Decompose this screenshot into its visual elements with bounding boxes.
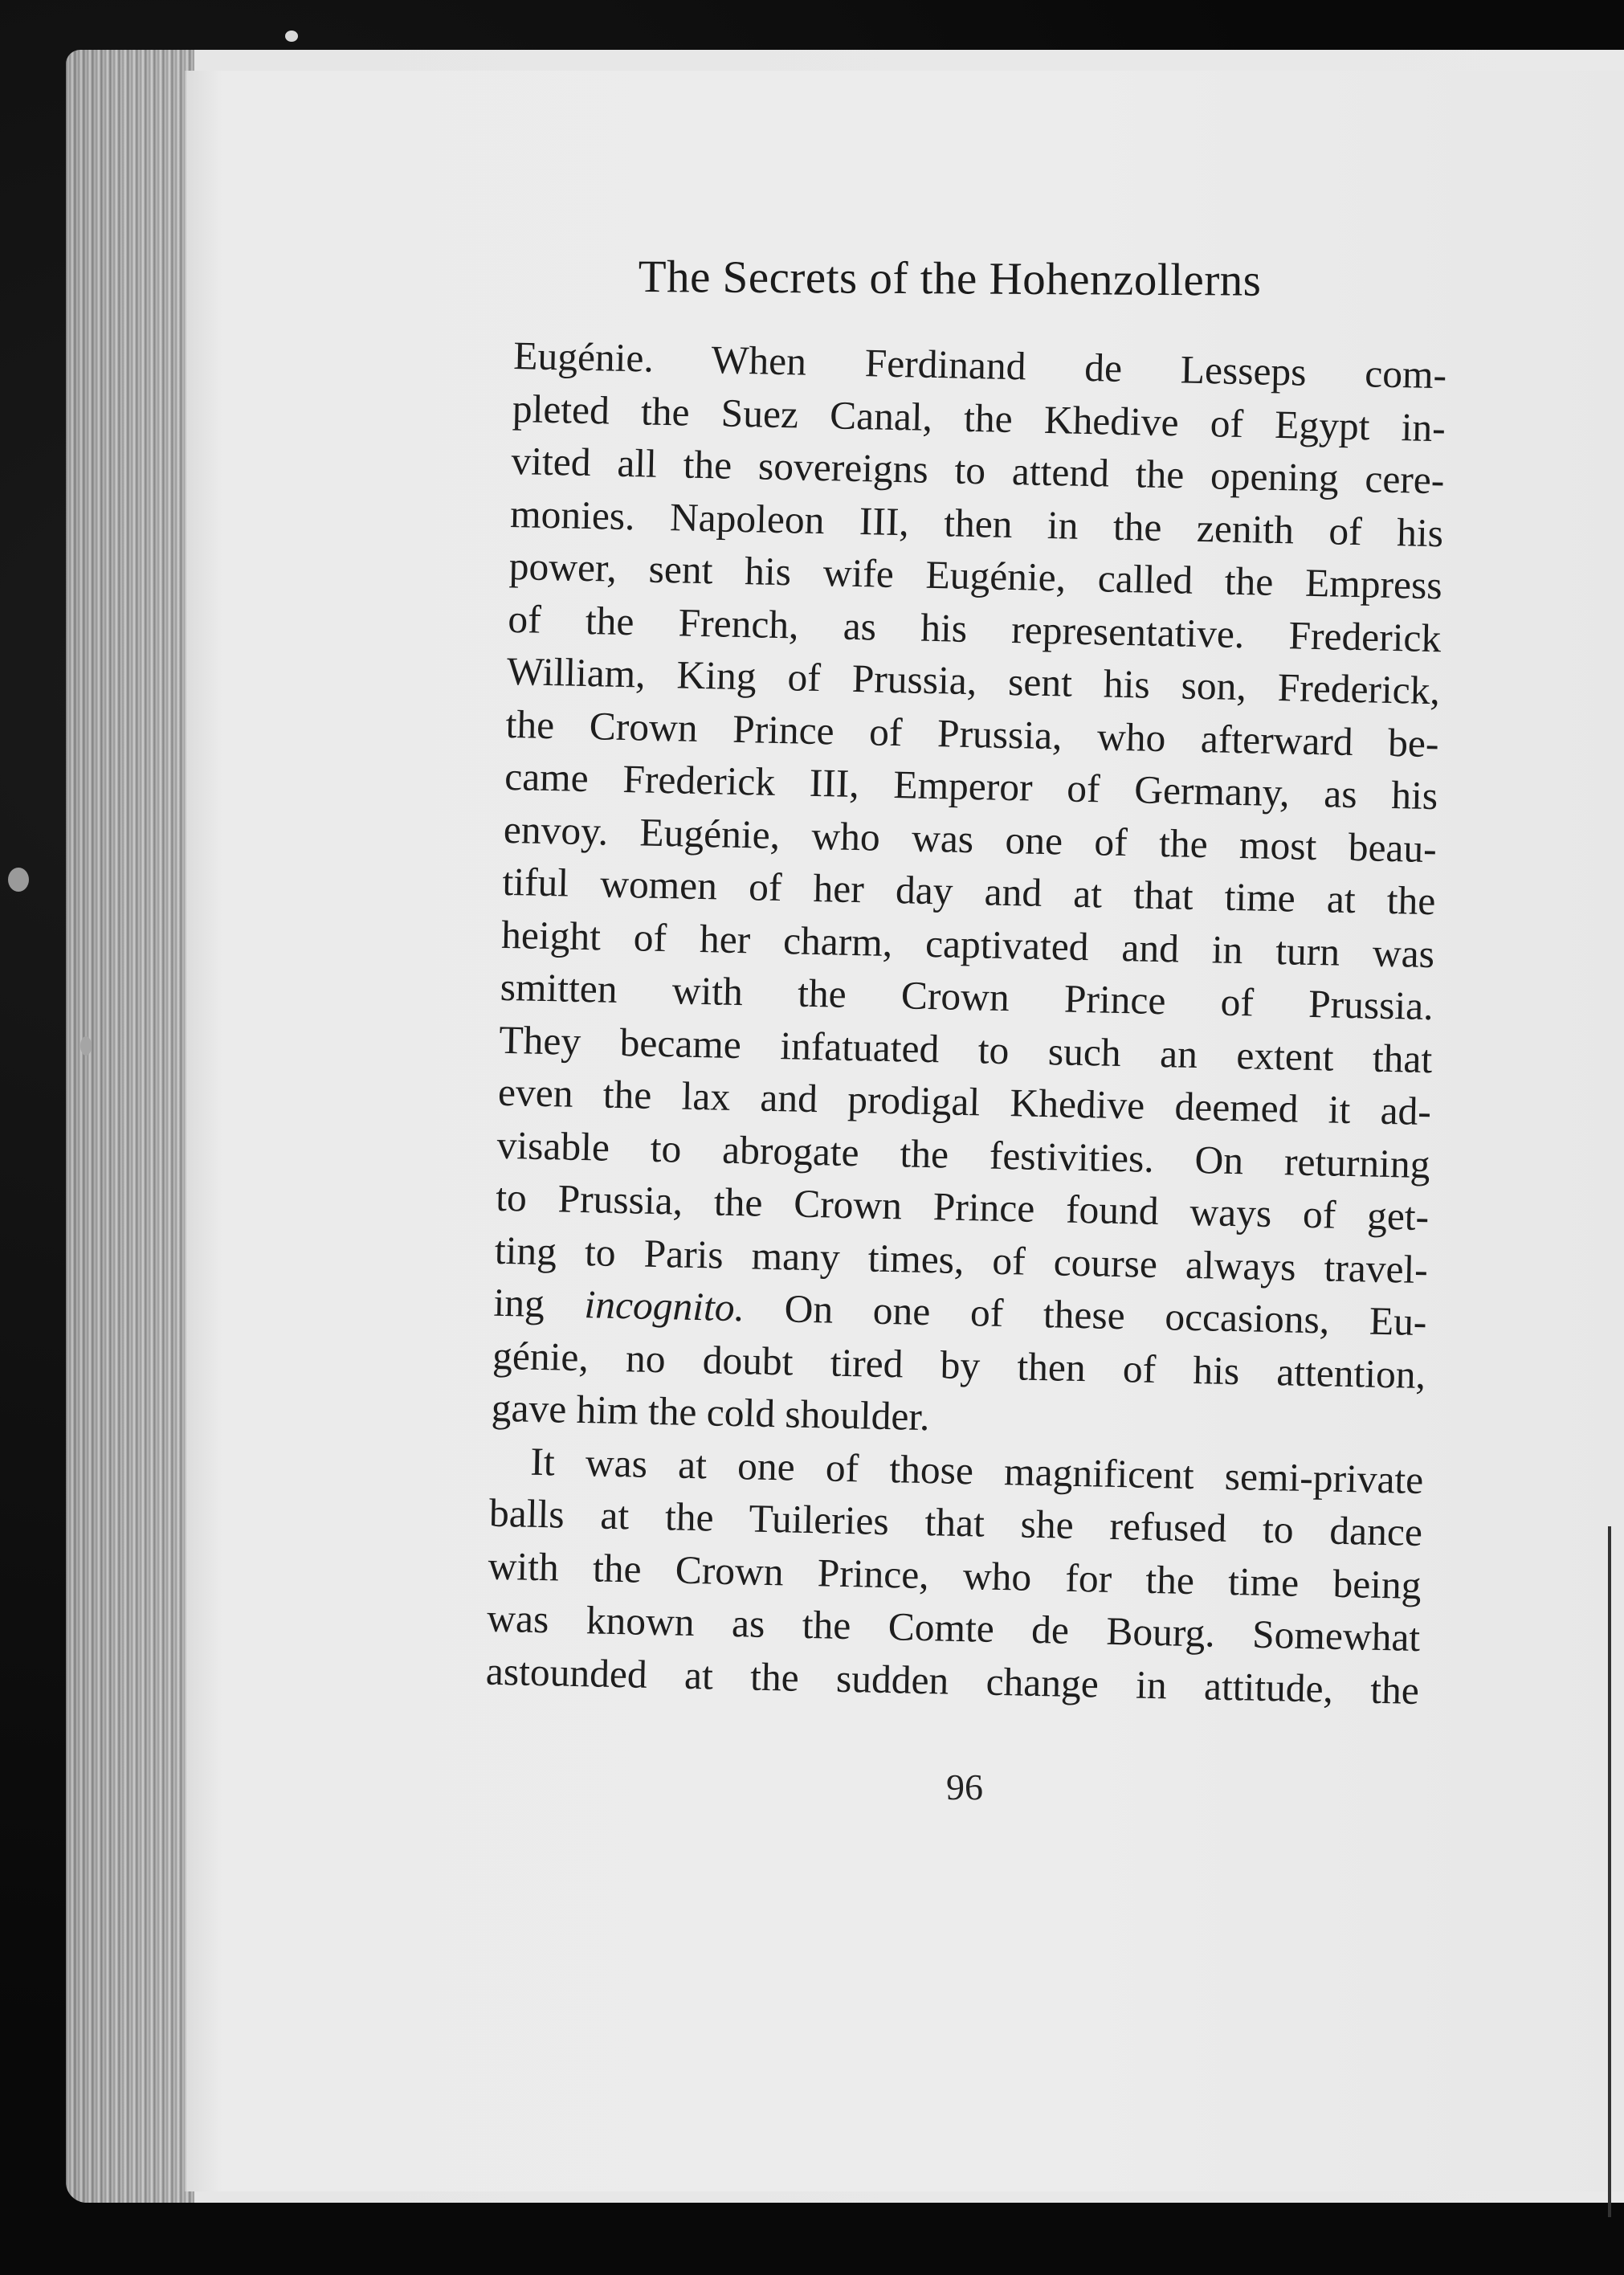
- page-edges: [66, 50, 194, 2203]
- page-number: 96: [946, 1766, 983, 1807]
- text-line: of the French, as his representative. Frederick: [507, 596, 1442, 660]
- running-head: The Secrets of the Hohenzollerns: [638, 251, 1262, 306]
- text-line: was known as the Comte de Bourg. Somewhat: [486, 1595, 1421, 1660]
- text-line: power, sent his wife Eugénie, called the Empress: [508, 543, 1443, 608]
- text-line: génie, no doubt tired by then of his attention,: [492, 1333, 1426, 1397]
- text-line: ting to Paris many times, of course always travel-: [494, 1227, 1429, 1292]
- italic-word: incognito.: [584, 1282, 745, 1330]
- text-line: pleted the Suez Canal, the Khedive of Egypt in-: [512, 386, 1447, 450]
- text-line: to Prussia, the Crown Prince found ways of get-: [495, 1174, 1430, 1240]
- text-line: came Frederick III, Emperor of Germany, as his: [504, 754, 1438, 819]
- text-line: visable to abrogate the festivities. On returning: [496, 1122, 1431, 1187]
- text-line: William, King of Prussia, sent his son, Frederick,: [506, 648, 1441, 713]
- body-text: [485, 329, 1447, 1717]
- text-line: balls at the Tuileries that she refused to dance: [488, 1490, 1423, 1555]
- scan-speck: [8, 868, 29, 892]
- text-line: the Crown Prince of Prussia, who afterward be-: [505, 701, 1440, 766]
- text-line: vited all the sovereigns to attend the opening cere-: [511, 438, 1445, 503]
- page-edge-rule: [1608, 1526, 1611, 2217]
- text-line: monies. Napoleon III, then in the zenith of his: [509, 491, 1444, 555]
- text-line: Eugénie. When Ferdinand de Lesseps com-: [512, 333, 1447, 398]
- text-line: envoy. Eugénie, who was one of the most beau-: [503, 807, 1438, 871]
- text-line: smitten with the Crown Prince of Prussia.: [500, 964, 1434, 1029]
- text-line: astounded at the sudden change in attitude, the: [485, 1648, 1420, 1713]
- scan-speck: [80, 1036, 92, 1056]
- text-line: height of her charm, captivated and in turn was: [500, 912, 1435, 976]
- text-line: with the Crown Prince, who for the time being: [488, 1543, 1422, 1607]
- text-fragment: ing: [493, 1280, 545, 1326]
- text-line: even the lax and prodigal Khedive deemed it ad-: [497, 1069, 1432, 1134]
- text-line: They became infatuated to such an extent that: [498, 1017, 1433, 1081]
- text-fragment: On one of these occasions, Eu-: [784, 1286, 1427, 1345]
- text-line: gave him the cold shoulder.: [491, 1385, 931, 1440]
- text-line: tiful women of her day and at that time at the: [502, 859, 1436, 924]
- scan-speck: [285, 31, 298, 42]
- text-line: It was at one of those magnificent semi-private: [529, 1439, 1424, 1502]
